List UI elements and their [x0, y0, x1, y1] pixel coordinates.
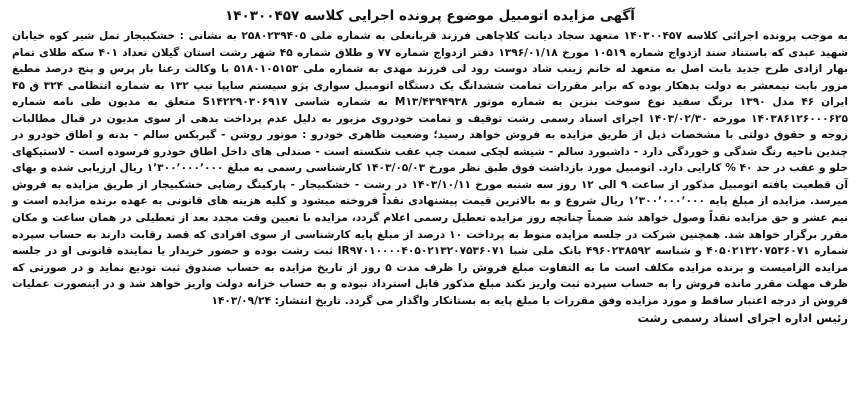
publish-date: ۱۴۰۳/۰۹/۲۴ — [211, 294, 271, 307]
notice-body-text: به موجب پرونده اجرائی کلاسه ۱۴۰۳۰۰۴۵۷ متعهد سجاد دیانت کلاچاهی فرزند قربانعلی به شماره ملی ۲۵۸۰۲۳۹۴۰۵ به نشانی : خشکبیجار تمل شیر کوه خیابان شهید عبدی که باستناد سند ازدواج شماره ۱۰۵۱۹ مورخ ۱۳۹۶/۰۱/۱۸ دفتر ازدواج شماره ۷۷ و طلاق شماره ۴۵ شهر رشت استان گیلان تعداد ۴۰۱ سکه طلای تمام بهار ازادی طرح جدید بابت اصل به متعهد له خانم زینب شاد دوست رود لی فرزند مهدی به شماره ملی ۵۱۸۰۱۰۵۱۵۳ با وکالت رعنا بار پرس و پنج درصد مطبغ مزور بابت نیمعشر به دولت بدهکار بوده که برابر مقررات تمامت ششدانگ یک دستگاه اتومبیل سواری پژو سیستم سایپا تیپ ۱۳۲ به شماره انتظامی ۳۲۴ ق ۴۵ ایران ۴۶ مدل ۱۳۹۰ برنگ سفید نوع سوخت بنزین به شماره موتور ۴۳۹۴۹۳۸/M۱۳ به شماره شاسی S۱۴۲۲۹۰۳۰۶۹۱۷ متعلق به مدیون طی نامه شماره ۱۴۰۳۸۶۱۲۶۰۰۰۶۲۵ مورخه ۱۴۰۳/۰۲/۳۰ اجرای اسناد رسمی رشت توقیف و تمامت خودروی مزبور به دلیل عدم پرداخت بدهی از سوی مدیون در قبال مطالبات زوجه و حقوق دولتی با مشخصات ذیل از طریق مزایده به فروش خواهد رسید؛ وضعیت ظاهری خودرو : موتور روشن - گیربکس سالم - بدنه و اطاق خودرو در چندین ناحیه رنگ شدگی و خوردگی دارد - داشبورد سالم - شیشه لچکی سمت چپ عقب شکسته است - صندلی های داخل اطاق خودرو فرسوده است - لاستیکهای جلو و عقب در حد ۴۰ % کارایی دارد. اتومبیل مورد بازداشت فوق طبق نظر مورخ ۱۴۰۳/۰۵/۰۳ کارشناسی رسمی به مبلغ ۱٬۳۰۰٬۰۰۰٬۰۰۰ ریال ارزیابی شده و بهای آن قطعیت یافته اتومبیل مذکور از ساعت ۹ الی ۱۲ روز سه شنبه مورخ ۱۴۰۳/۱۰/۱۱ در رشت - خشکبیجار - پارکینگ رضایی خشکبیجار از طریق مزایده به فروش میرسد. مزایده از مبلغ پایه ۱٬۳۰۰٬۰۰۰٬۰۰۰ ریال شروع و به بالاترین قیمت پیشنهادی نقداً فروخته میشود و کلیه هزینه های قانونی به عهده برنده مزایده است و نیم عشر و حق مزایده نقداً وصول خواهد شد ضمناً چنانچه روز مزایده تعطیل رسمی اعلام گردد، مزایده با تعیین وقت مجدد بعد از تعطیلی در همان ساعت و مکان مقرر برگزار خواهد شد. همچنین شرکت در جلسه مزایده منوط به پرداخت ۱۰ درصد از مبلغ پایه کارشناسی از سوی افرادی که قصد رقابت دارند به حساب سپرده شماره ۴۰۵۰۲۱۳۲۰۷۵۳۶۰۷۱ و شناسه ۴۹۶۰۲۳۸۵۹۲ بانک ملی شبا IR۹۷۰۱۰۰۰۰۴۰۵۰۲۱۳۲۰۷۵۳۶۰۷۱ ثبت رشت بوده و حضور خریدار یا نماینده قانونی او در جلسه مزایده الزامیست و برنده مزایده مکلف است ما به التفاوت مبلغ فروش را ظرف مدت ۵ روز از تاریخ مزایده به حساب صندوق ثبت تودیع نماید و در صورتی که ظرف مهلت مقرر مانده فروش را به حساب سپرده ثبت واریز نکند مبلغ مذکور قابل استرداد نبوده و به حساب خزانه دولت واریز خواهد شد و در اینصورت عملیات فروش از درجه اعتبار ساقط و مورد مزایده وفق مقررات با مبلغ پایه به بستانکار واگذار می گردد. — [12, 30, 849, 307]
auction-notice — [4, 4, 856, 414]
notice-title: آگهی مزایده اتومبیل موضوع پرونده اجرایی کلاسه ۱۴۰۳۰۰۴۵۷ — [225, 8, 635, 24]
notice-body — [12, 28, 848, 309]
publish-date-label: تاریخ انتشار: — [274, 294, 342, 307]
signature: رئیس اداره اجرای اسناد رسمی رشت — [637, 311, 848, 326]
